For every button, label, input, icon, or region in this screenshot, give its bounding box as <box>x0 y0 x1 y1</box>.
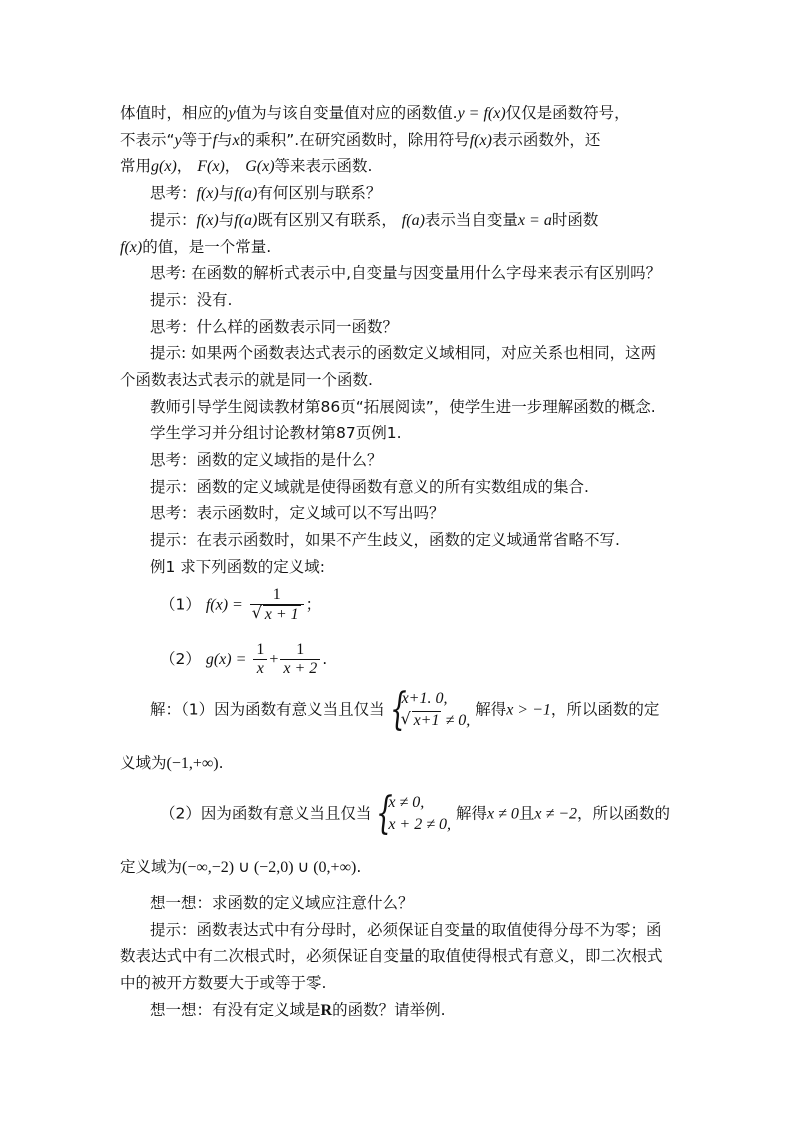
hint-line: 提示: 如果两个函数表达式表示的函数定义域相同，对应关系也相同，这两 <box>150 344 657 362</box>
think-line: 思考: 在函数的解析式表示中,自变量与因变量用什么字母来表示有区别吗？ <box>150 264 662 282</box>
paragraph-line: 学生学习并分组讨论教材第87页例1. <box>150 424 402 442</box>
paragraph-line: 体值时，相应的y值为与该自变量值对应的函数值.y = f(x)仅仅是函数符号， <box>120 104 630 122</box>
solution-1: 解：（1）因为函数有意义当且仅当 { x+1. 0, √ x+1 ≠ 0, 解得x > −1，所以函数的定 <box>150 688 659 732</box>
paragraph-line: 个函数表达式表示的就是同一个函数. <box>120 371 373 389</box>
brace-icon: { <box>376 788 394 839</box>
think-line: 思考：函数的定义域指的是什么？ <box>150 451 383 469</box>
solution-2: （2）因为函数有意义当且仅当 { x ≠ 0, x + 2 ≠ 0, 解得x ≠ 0且x ≠ −2，所以函数的 <box>160 788 671 839</box>
piecewise-system: { x+1. 0, √ x+1 ≠ 0, <box>390 688 471 732</box>
think-line: 想一想：求函数的定义域应注意什么？ <box>150 894 414 912</box>
hint-line: 提示：函数表达式中有分母时，必须保证自变量的取值使得分母不为零；函 <box>150 921 662 939</box>
paragraph-line: 不表示“y等于f与x的乘积”.在研究函数时，除用符号f(x)表示函数外，还 <box>120 131 601 149</box>
piecewise-system: { x ≠ 0, x + 2 ≠ 0, <box>376 788 451 839</box>
paragraph-line: 定义域为(−∞,−2) ∪ (−2,0) ∪ (0,+∞). <box>120 858 362 876</box>
hint-line: 提示：在表示函数时，如果不产生歧义，函数的定义域通常省略不写. <box>150 531 620 549</box>
brace-icon: { <box>389 684 407 735</box>
example-heading: 例1 求下列函数的定义域: <box>150 558 326 576</box>
hint-line: 提示：f(x)与f(a)既有区别又有联系， f(a)表示当自变量x = a时函数 <box>150 211 599 229</box>
think-line: 思考：表示函数时，定义域可以不写出吗？ <box>150 504 445 522</box>
paragraph-line: f(x)的值，是一个常量. <box>120 238 272 256</box>
sqrt: √ x+1 <box>402 710 442 732</box>
hint-line: 提示：没有. <box>150 291 233 309</box>
hint-line: 提示：函数的定义域就是使得函数有意义的所有实数组成的集合. <box>150 478 589 496</box>
paragraph-line: 教师引导学生阅读教材第86页“拓展阅读”，使学生进一步理解函数的概念. <box>150 398 656 416</box>
fraction: $\frac{1}{x + 2}$ <box>280 641 320 678</box>
think-line: 思考：f(x)与f(a)有何区别与联系？ <box>150 184 382 202</box>
paragraph-line: 数表达式中有二次根式时，必须保证自变量的取值使得根式有意义，即二次根式 <box>120 947 663 965</box>
think-line: 想一想：有没有定义域是R的函数？请举例. <box>150 1001 446 1019</box>
example-item-1: （1） f(x) = 1 √ x + 1 ； <box>160 586 321 624</box>
think-line: 思考：什么样的函数表示同一函数？ <box>150 318 399 336</box>
example-item-2: （2） g(x) = $\frac{1}{x}$ + $\frac{1}{x + 2}$ . <box>160 641 328 677</box>
paragraph-line: 义域为(−1,+∞). <box>120 754 224 772</box>
fraction: $\frac{1}{x}$ <box>253 641 267 678</box>
sqrt: √ x + 1 <box>253 606 301 624</box>
fraction: 1 √ x + 1 <box>250 586 304 624</box>
paragraph-line: 中的被开方数要大于或等于零. <box>120 974 327 992</box>
paragraph-line: 常用g(x)， F(x)， G(x)等来表示函数. <box>120 157 373 175</box>
